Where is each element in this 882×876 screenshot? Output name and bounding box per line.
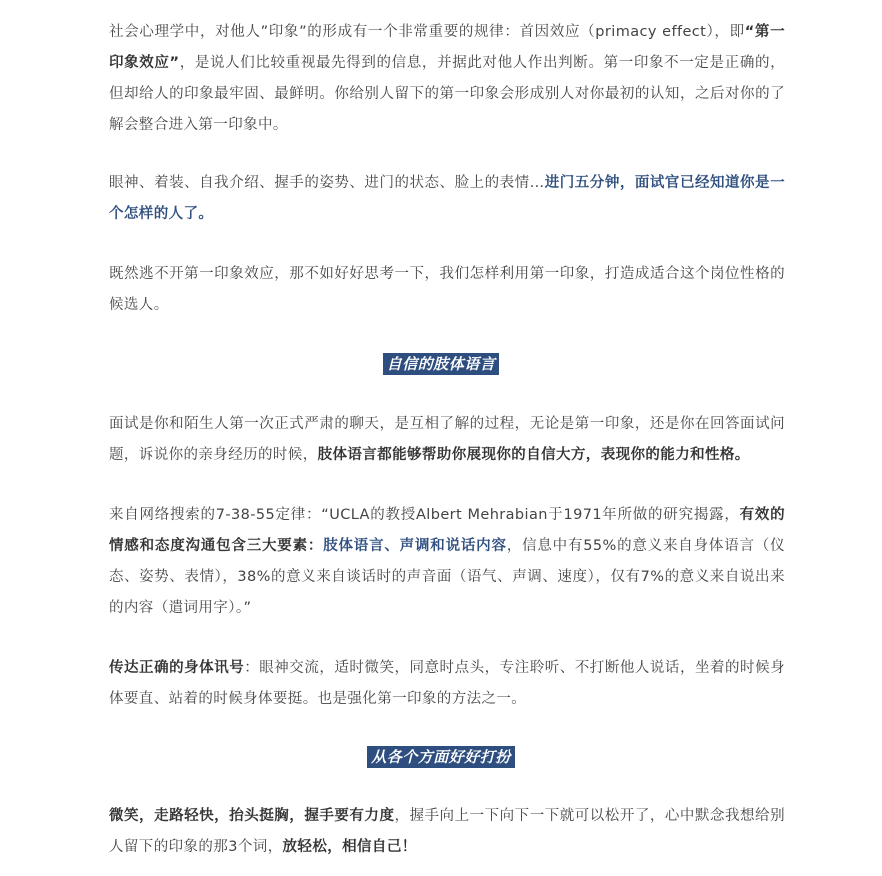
paragraph-7-38-55-rule xyxy=(109,500,785,624)
paragraph-body-signals xyxy=(109,653,785,715)
paragraph-first-impression xyxy=(109,17,785,141)
heading-label: 自信的肢体语言 xyxy=(383,353,500,375)
bold-relax: 放轻松，相信自己！ xyxy=(282,839,417,855)
bold-body-signals: 传达正确的身体讯号 xyxy=(109,660,245,676)
paragraph-candidate xyxy=(109,259,785,321)
paragraph-text: 既然逃不开第一印象效应，那不如好好思考一下，我们怎样利用第一印象，打造成适合这个岗位性格的候选人。 xyxy=(109,266,785,313)
section-heading-dress-up xyxy=(0,746,882,768)
bold-smile: 微笑，走路轻快，抬头挺胸，握手要有力度 xyxy=(109,808,395,824)
paragraph-text: ，是说人们比较重视最先得到的信息，并据此对他人作出判断。第一印象不一定是正确的，但却给人的印象最牢固、最鲜明。你给别人留下的第一印象会形成别人对你最初的认知，之后对你的了解会整合进入第一印象中。 xyxy=(109,55,785,133)
paragraph-text: 来自网络搜索的7-38-55定律：“UCLA的教授Albert Mehrabian于1971年所做的研究揭露， xyxy=(109,507,740,523)
heading-label: 从各个方面好好打扮 xyxy=(367,746,515,768)
bold-body-language: 肢体语言都能够帮助你展现你的自信大方，表现你的能力和性格。 xyxy=(317,447,750,463)
paragraph-five-minutes xyxy=(109,168,785,230)
bold-three-elements: 有效的情感和态度沟通包含三大要素： xyxy=(109,507,785,554)
paragraph-text: ，握手向上一下向下一下就可以松开了，心中默念我想给别人留下的印象的那3个词， xyxy=(109,808,785,855)
highlight-three-elements: 肢体语言、声调和说话内容 xyxy=(323,538,507,554)
paragraph-text: ：眼神交流，适时微笑，同意时点头，专注聆听、不打断他人说话，坐着的时候身体要直、站着的时候身体要挺。也是强化第一印象的方法之一。 xyxy=(109,660,785,707)
paragraph-text: ，信息中有55%的意义来自身体语言（仪态、姿势、表情），38%的意义来自谈话时的声音面（语气、声调、速度），仅有7%的意义来自说出来的内容（遣词用字）。” xyxy=(109,538,785,616)
section-heading-body-language xyxy=(0,353,882,375)
paragraph-text: 社会心理学中，对他人”印象”的形成有一个非常重要的规律：首因效应（primacy effect），即 xyxy=(109,24,745,40)
highlight-five-minutes: 进门五分钟，面试官已经知道你是一个怎样的人了。 xyxy=(109,175,785,222)
paragraph-text: 眼神、着装、自我介绍、握手的姿势、进门的状态、脸上的表情… xyxy=(109,175,545,191)
paragraph-interview-chat xyxy=(109,409,785,471)
bold-term-first-impression-effect: “第一印象效应” xyxy=(109,24,785,71)
paragraph-text: 面试是你和陌生人第一次正式严肃的聊天，是互相了解的过程，无论是第一印象，还是你在回答面试问题，诉说你的亲身经历的时候， xyxy=(109,416,785,463)
paragraph-smile xyxy=(109,801,785,863)
